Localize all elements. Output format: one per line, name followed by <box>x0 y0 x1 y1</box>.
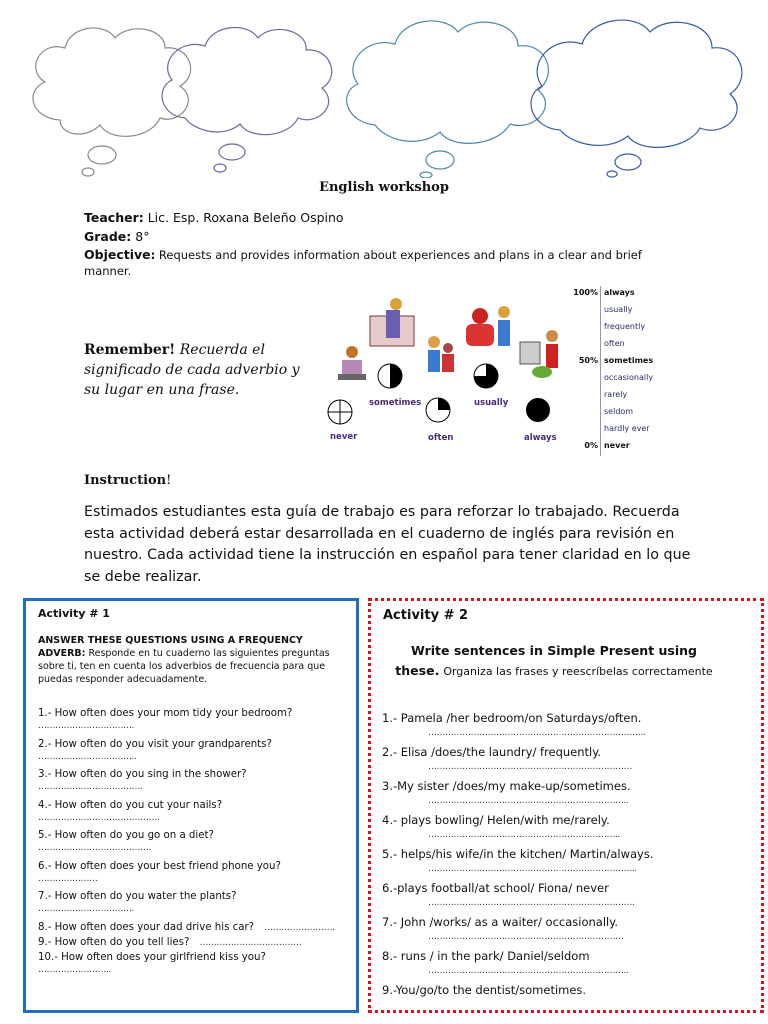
question-text: 7.- How often do you water the plants? <box>38 891 237 902</box>
cloud-1-bubble <box>88 146 116 164</box>
question-text: 10.- How often does your girlfriend kiss you? <box>38 951 266 963</box>
answer-line: ……………………………. <box>38 721 134 731</box>
activity-1-question <box>38 937 301 949</box>
people-figures <box>338 298 558 380</box>
question-text: 6.- How often does your best friend phone you? <box>38 860 281 872</box>
answer-line: ……………………………………………………………….. <box>428 864 637 874</box>
answer-line: ………………… <box>38 873 98 884</box>
activity-2-sentence: 5.- helps/his wife/in the kitchen/ Martin/always. <box>382 847 654 861</box>
scale-word: occasionally <box>604 373 654 382</box>
cloud-2 <box>162 28 332 135</box>
objective-line: Objective: Requests and provides information about experiences and plans in a clear and brief manner. <box>84 247 642 278</box>
instruction-heading: Instruction! <box>84 473 172 488</box>
answer-line: ……………………. <box>264 922 335 933</box>
activity-2-sentence: 4.- plays bowling/ Helen/with me/rarely. <box>382 813 610 827</box>
scale-percent: 50% <box>578 356 598 365</box>
question-text: 4.- How often do you cut your nails? <box>38 799 223 811</box>
activity-2-sentence: 3.-My sister /does/my make-up/sometimes. <box>382 779 631 793</box>
grade-value: 8° <box>135 229 150 244</box>
scale-word: usually <box>604 305 633 314</box>
activity-1-question <box>38 952 338 976</box>
cloud-3 <box>347 21 549 143</box>
activity-2-heading: Activity # 2 <box>383 608 469 623</box>
scale-word: always <box>604 288 635 297</box>
scale-percent: 100% <box>573 288 598 297</box>
answer-line: …………………………………. <box>38 843 151 853</box>
label-sometimes: sometimes <box>369 398 422 408</box>
label-often: often <box>428 433 454 443</box>
answer-line: …………………………………………………………….. <box>428 966 629 976</box>
answer-line: …………………….. <box>38 964 111 975</box>
teacher-value: Lic. Esp. Roxana Beleño Ospino <box>147 210 344 225</box>
teacher-line: Teacher: Lic. Esp. Roxana Beleño Ospino <box>84 210 344 225</box>
activity-1-instruction <box>38 634 338 686</box>
answer-line: …………………………………………………………….. <box>428 796 629 806</box>
activity-1-question <box>38 861 281 885</box>
teacher-label: Teacher <box>84 210 139 225</box>
label-never: never <box>330 432 358 442</box>
answer-line: …………………………………………………………… <box>428 932 624 942</box>
objective-value: Requests and provides information about experiences and plans in a clear and brief manner. <box>84 248 642 278</box>
scale-word: seldom <box>604 407 634 416</box>
activity-1-question <box>38 800 222 824</box>
activity-1-question <box>38 922 334 934</box>
question-text: 3.- How often do you sing in the shower? <box>38 769 247 780</box>
cloud-1 <box>33 28 191 136</box>
scale-word: often <box>604 339 625 348</box>
instruction-text: Estimados estudiantes esta guía de trabajo es para reforzar lo trabajado. Recuerda esta actividad deberá estar desarrollada en el cuaderno de inglés para revisión en nuestro. Cada actividad tiene la instrucción en español para tener claridad en lo que se debe realizar. <box>84 504 691 585</box>
remember-note <box>84 340 319 400</box>
question-text: 5.- How often do you go on a diet? <box>38 830 214 841</box>
scale-word: never <box>604 441 630 450</box>
activity-1-question <box>38 891 237 915</box>
answer-line: ………………………………. <box>38 782 143 792</box>
activity-1-question <box>38 708 292 732</box>
grade-line: Grade: 8° <box>84 229 150 244</box>
activity-1-question <box>38 830 214 854</box>
activity-2-sentence: 1.- Pamela /her bedroom/on Saturdays/often. <box>382 711 642 725</box>
activity-2-sentence: 7.- John /works/ as a waiter/ occasionally. <box>382 915 619 929</box>
scale-word: sometimes <box>604 356 654 365</box>
answer-line: ………………………………………………………………….. <box>428 728 646 738</box>
cloud-4 <box>531 20 742 147</box>
remember-label: Remember! <box>84 342 176 358</box>
label-always: always <box>524 433 557 443</box>
activity-1-instruction-bold: ANSWER THESE QUESTIONS USING A FREQUENCY ADVERB: <box>38 635 303 659</box>
answer-line: ……………………………………………………………… <box>428 762 632 772</box>
question-text: 2.- How often do you visit your grandparents? <box>38 738 272 750</box>
frequency-scale <box>566 286 666 456</box>
page-title: English workshop <box>319 180 449 195</box>
answer-line: …………………………….. <box>38 751 137 762</box>
thought-clouds-decoration <box>0 0 768 178</box>
scale-word: rarely <box>604 390 628 399</box>
activity-1-instruction-text: Responde en tu cuaderno las siguientes preguntas sobre ti, ten en cuenta los adverbios de frecuencia para que puedas responder adecuadamente. <box>38 648 330 685</box>
activity-1-question <box>38 769 247 793</box>
answer-line: ……………………………. <box>38 904 134 914</box>
instruction-heading-text: Instruction <box>84 473 167 488</box>
scale-word: hardly ever <box>604 424 650 433</box>
answer-line: ……………………………… <box>199 937 302 948</box>
activity-2-sentence: 9.-You/go/to the dentist/sometimes. <box>382 983 587 997</box>
activity-1-heading: Activity # 1 <box>38 607 110 620</box>
activity-2-sentence: 6.-plays football/at school/ Fiona/ never <box>382 881 609 895</box>
adverb-illustration <box>320 290 560 450</box>
activity-2-instruction-bold: Write sentences in Simple Present using these. <box>395 643 697 678</box>
remember-text: Recuerda el significado de cada adverbio y su lugar en una frase. <box>84 342 300 398</box>
grade-label: Grade <box>84 229 127 244</box>
activity-2-sentence: 2.- Elisa /does/the laundry/ frequently. <box>382 745 602 759</box>
scale-divider <box>600 286 601 456</box>
question-text: 8.- How often does your dad drive his car? <box>38 921 255 933</box>
activity-2-instruction <box>392 641 716 682</box>
label-usually: usually <box>474 398 509 408</box>
question-text: 1.- How often does your mom tidy your bedroom? <box>38 708 293 719</box>
activity-2-instruction-text: Organiza las frases y reescríbelas correctamente <box>443 665 713 678</box>
scale-percent: 0% <box>584 441 598 450</box>
activity-1-question <box>38 739 272 763</box>
scale-word: frequently <box>604 322 646 331</box>
objective-label: Objective <box>84 247 151 262</box>
activity-2-sentence: 8.- runs / in the park/ Daniel/seldom <box>382 949 590 963</box>
answer-line: ………………………………………………………….. <box>428 830 620 840</box>
answer-line: ………………………………………………………………. <box>428 898 635 908</box>
answer-line: ……………………………………. <box>38 812 160 823</box>
question-text: 9.- How often do you tell lies? <box>38 936 190 948</box>
